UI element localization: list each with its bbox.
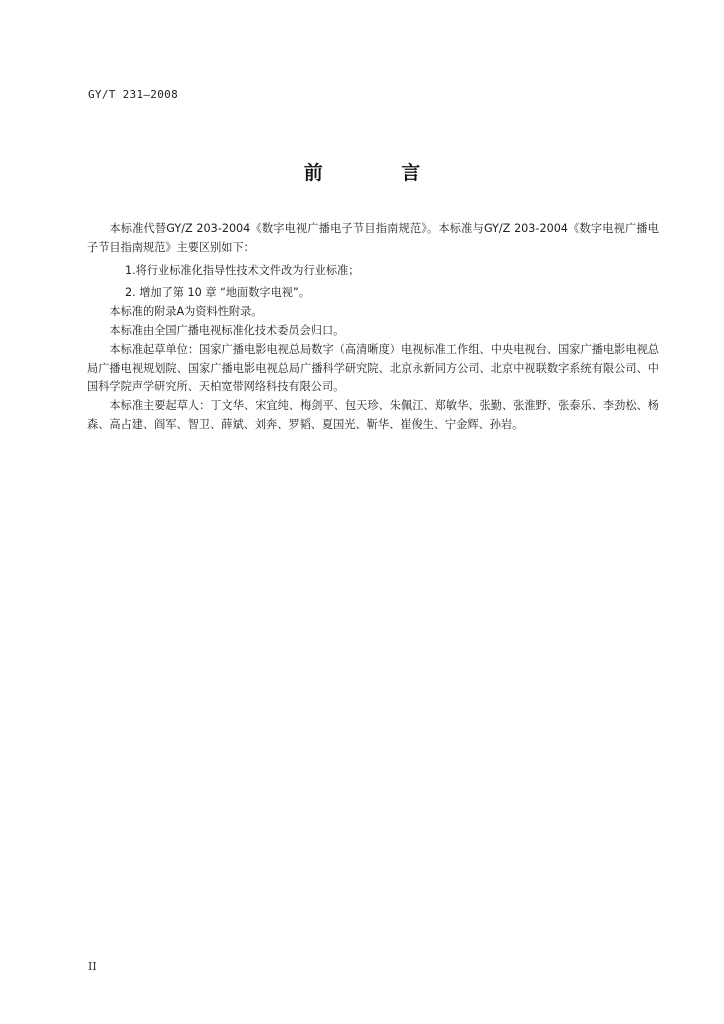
- standard-code-header: GY/T 231—2008: [88, 88, 178, 101]
- list-item-change-2: 2. 增加了第 10 章 “地面数字电视”。: [125, 286, 310, 300]
- list-item-change-1: 1.将行业标准化指导性技术文件改为行业标准；: [125, 263, 360, 277]
- page-number: II: [88, 960, 97, 973]
- paragraph-drafting-units: 本标准起草单位：国家广播电影电视总局数字（高清晰度）电视标准工作组、中央电视台、国家广播电影电视总局广播电视规划院、国家广播电影电视总局广播科学研究院、北京永新同方公司、北京中视联数字系统有限公司、中国科学院声学研究所、天柏宽带网络科技有限公司。: [87, 342, 659, 394]
- foreword-body: [87, 220, 659, 435]
- paragraph-replacement: 本标准代替GY/Z 203-2004《数字电视广播电子节目指南规范》。本标准与GY/Z 203-2004《数字电视广播电子节目指南规范》主要区别如下：: [87, 222, 659, 254]
- paragraph-drafters: 本标准主要起草人：丁文华、宋宜纯、梅剑平、包天珍、朱佩江、郑敏华、张勤、张淮野、张泰乐、李劲松、杨森、高占建、阎军、智卫、薛斌、刘奔、罗韬、夏国光、靳华、崔俊生、宁金辉、孙岩。: [87, 399, 659, 431]
- foreword-title: 前 言: [303, 162, 457, 184]
- paragraph-annex: 本标准的附录A为资料性附录。: [109, 305, 263, 319]
- paragraph-committee: 本标准由全国广播电视标准化技术委员会归口。: [109, 323, 345, 337]
